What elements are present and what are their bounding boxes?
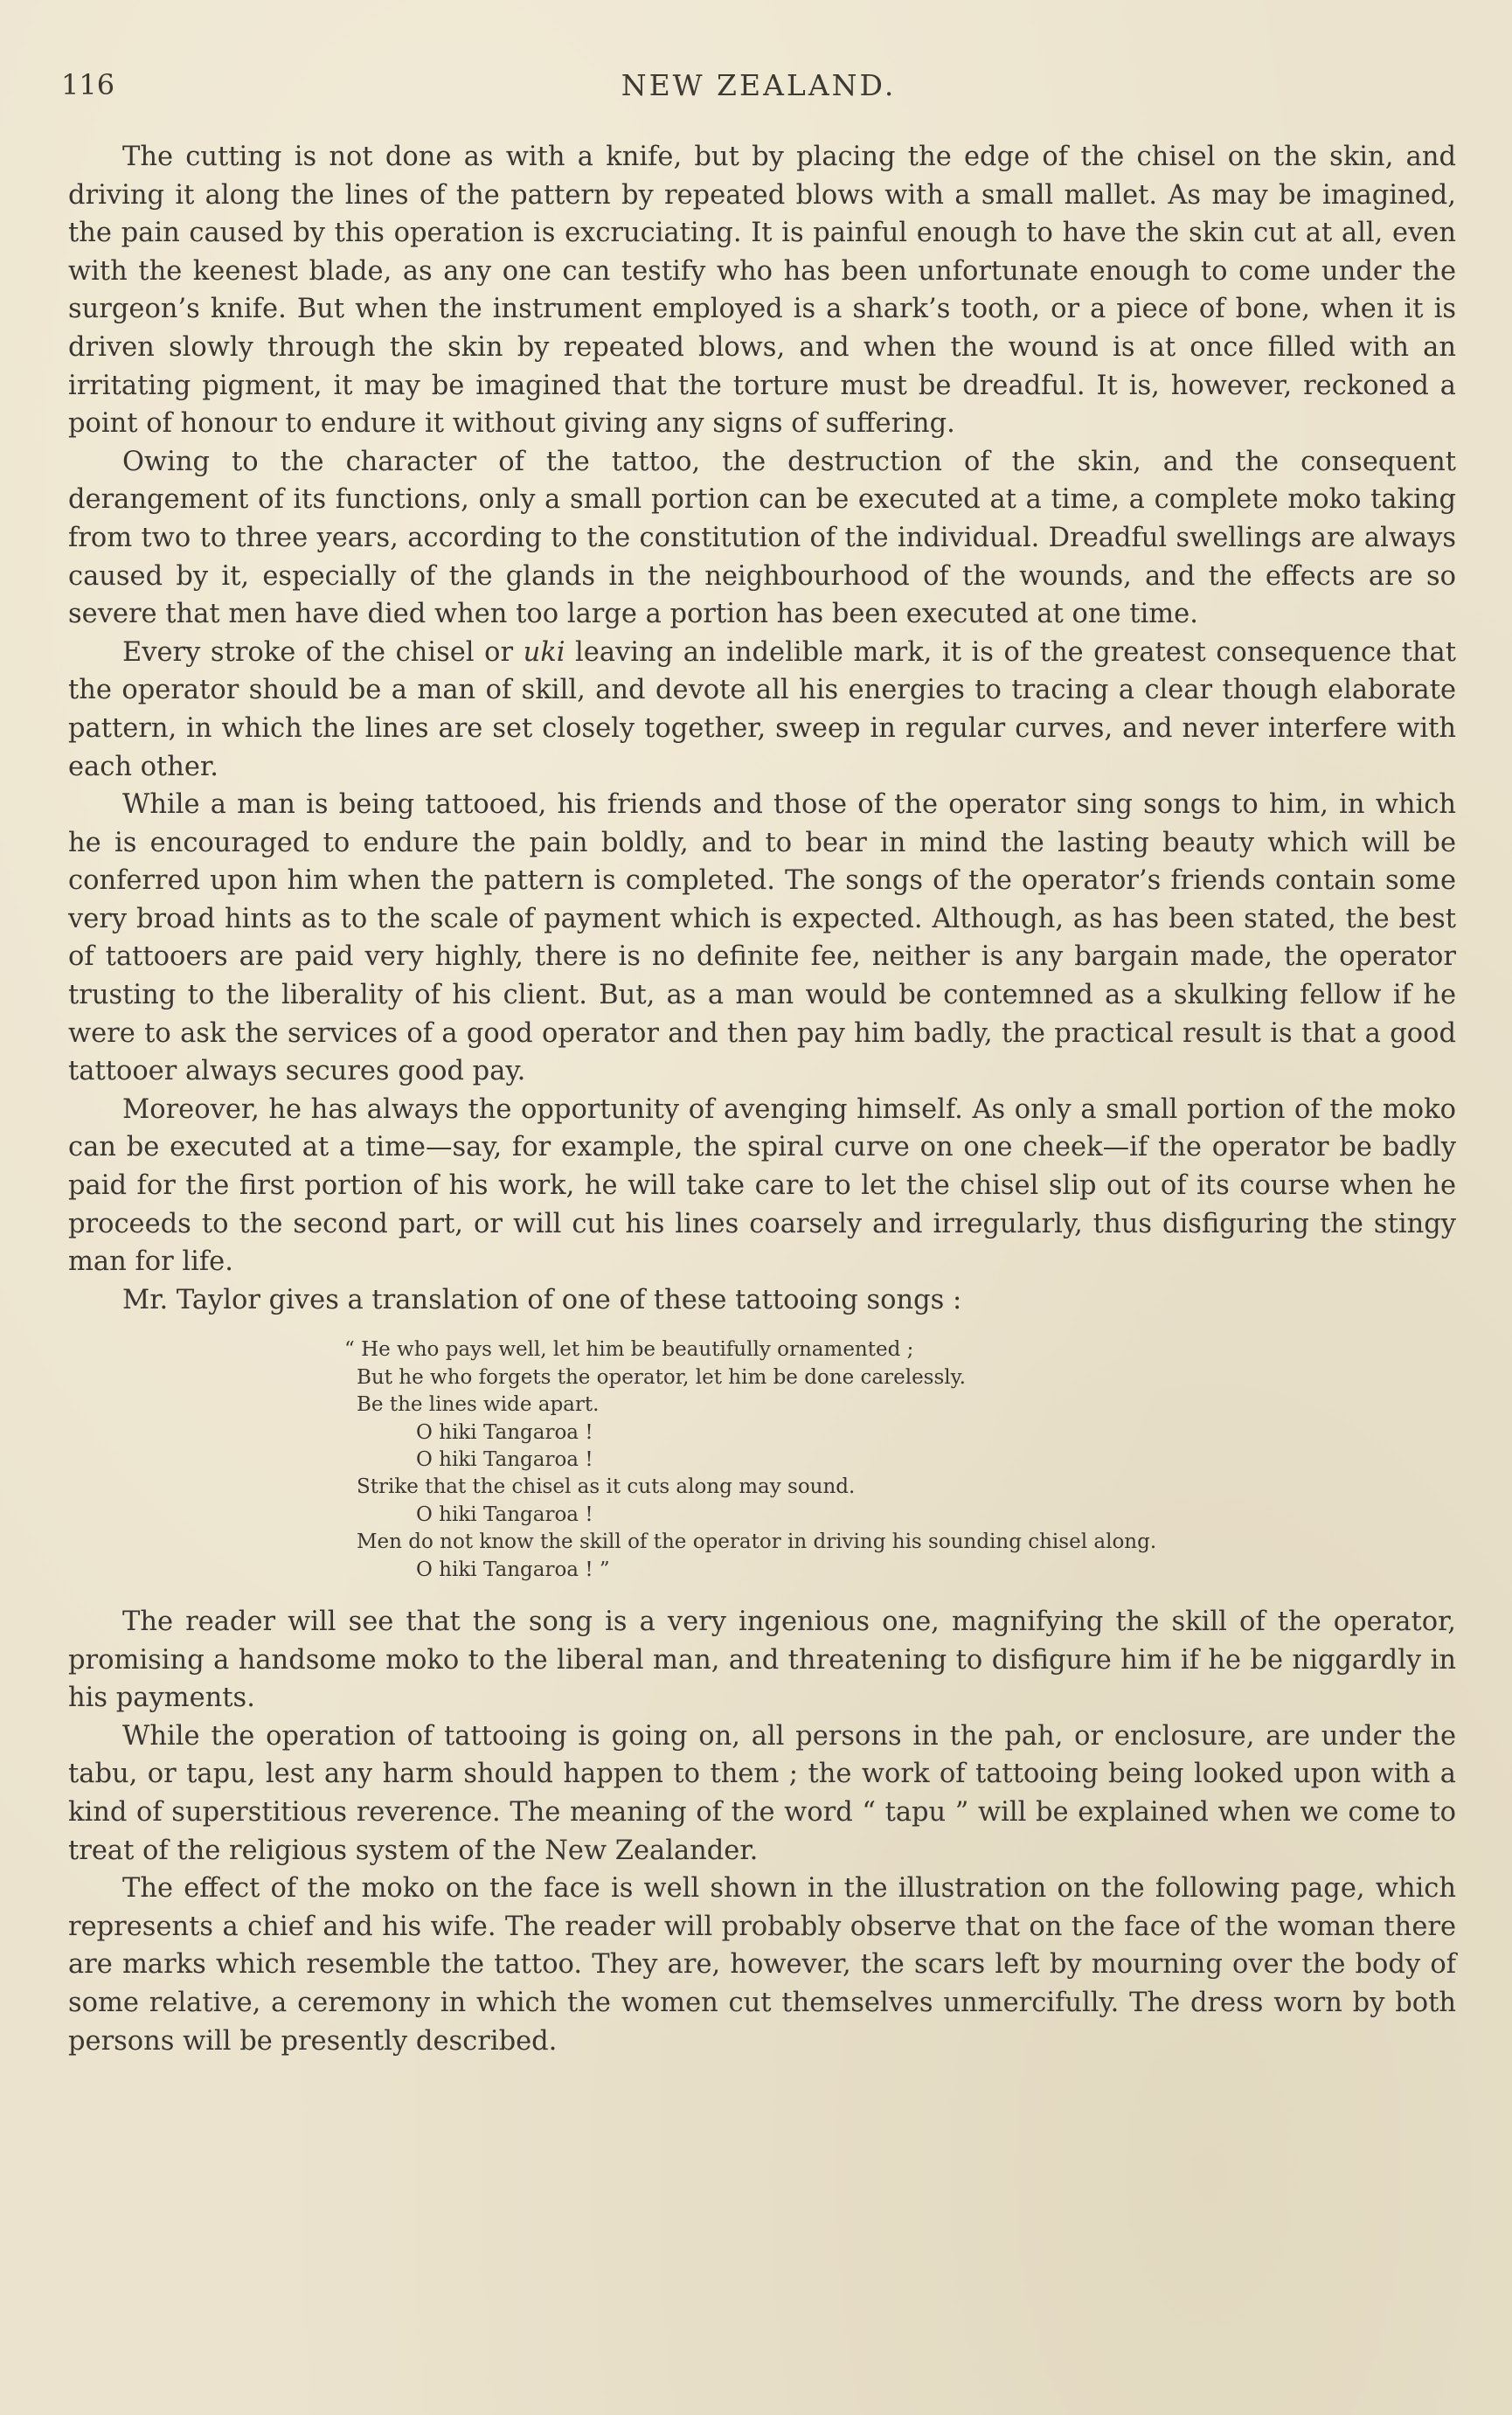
paragraph: While the operation of tattooing is going on, all persons in the pah, or enclosure, are under the tabu, or tapu, lest any harm should happen to them ; the work of tattooing being looked upon with a kind of superstitious reverence. The meaning of the word “ tapu ” will be explained when we come to treat of the religious system of the New Zealander.	[68, 1720, 1456, 1866]
paragraph: The reader will see that the song is a very ingenious one, magnifying the skill of the operator, promising a handsome moko to the liberal man, and threatening to disfigure him if he be niggardly in his payments.	[68, 1607, 1456, 1714]
body-text	[68, 138, 1456, 2060]
page-header	[61, 68, 1456, 110]
song-refrain: O hiki Tangaroa !	[416, 1448, 593, 1472]
paragraph-text: Every stroke of the chisel or	[122, 636, 524, 668]
song-line: Men do not know the skill of the operator in driving his sounding chisel along.	[357, 1530, 1157, 1554]
italic-word: uki	[523, 636, 565, 668]
song-line: Be the lines wide apart.	[357, 1393, 600, 1417]
paragraph: Owing to the character of the tattoo, the destruction of the skin, and the consequent derangement of its functions, only a small portion can be executed at a time, a complete moko taking from two to three years, according to the constitution of the individual. Dreadful swellings are always caused by it, especially of the glands in the neighbourhood of the wounds, and the effects are so severe that men have died when too large a portion has been executed at one time.	[68, 446, 1456, 630]
running-head: NEW ZEALAND.	[621, 68, 897, 102]
song-line: Strike that the chisel as it cuts along may sound.	[357, 1475, 856, 1499]
paragraph: While a man is being tattooed, his friends and those of the operator sing songs to him, in which he is encouraged to endure the pain boldly, and to bear in mind the lasting beauty which will be conferred upon him when the pattern is completed. The songs of the operator’s friends contain some very broad hints as to the scale of payment which is expected. Although, as has been stated, the best of tattooers are paid very highly, there is no definite fee, neither is any bargain made, the operator trusting to the liberality of his client. But, as a man would be contemned as a skulking fellow if he were to ask the services of a good operator and then pay him badly, the practical result is that a good tattooer always secures good pay.	[68, 789, 1456, 1087]
paragraph: Mr. Taylor gives a translation of one of these tattooing songs :	[122, 1284, 962, 1315]
song-line: But he who forgets the operator, let him be done carelessly.	[357, 1365, 966, 1389]
page-number: 116	[61, 68, 115, 101]
paragraph: The effect of the moko on the face is well shown in the illustration on the following page, which represents a chief and his wife. The reader will probably observe that on the face of the woman there are marks which resemble the tattoo. They are, however, the scars left by mourning over the body of some relative, a ceremony in which the women cut themselves unmercifully. The dress worn by both persons will be presently described.	[68, 1873, 1456, 2057]
song-line: “ He who pays well, let him be beautifully ornamented ;	[344, 1338, 914, 1362]
paragraph	[68, 634, 1456, 786]
song-refrain: O hiki Tangaroa !	[416, 1420, 593, 1444]
paragraph-text: leaving an indelible mark, it is of the greatest consequence that the operator should be a man of skill, and devote all his energies to tracing a clear though elaborate pattern, in which the lines are set closely together, sweep in regular curves, and never interfere with each other.	[68, 636, 1456, 782]
song-refrain: O hiki Tangaroa !	[416, 1502, 593, 1526]
paragraph: Moreover, he has always the opportunity of avenging himself. As only a small portion of the moko can be executed at a time—say, for example, the spiral curve on one cheek—if the operator be badly paid for the first portion of his work, he will take care to let the chisel slip out of its course when he proceeds to the second part, or will cut his lines coarsely and irregularly, thus disfiguring the stingy man for life.	[68, 1093, 1456, 1278]
paragraph: The cutting is not done as with a knife, but by placing the edge of the chisel on the skin, and driving it along the lines of the pattern by repeated blows with a small mallet. As may be imagined, the pain caused by this operation is excruciating. It is painful enough to have the skin cut at all, even with the keenest blade, as any one can testify who has been unfortunate enough to come under the surgeon’s knife. But when the instrument employed is a shark’s tooth, or a piece of bone, when it is driven slowly through the skin by repeated blows, and when the wound is at once filled with an irritating pigment, it may be imagined that the torture must be dreadful. It is, however, reckoned a point of honour to endure it without giving any signs of suffering.	[68, 142, 1456, 440]
song-verse	[344, 1336, 1456, 1584]
song-refrain: O hiki Tangaroa ! ”	[416, 1558, 610, 1581]
